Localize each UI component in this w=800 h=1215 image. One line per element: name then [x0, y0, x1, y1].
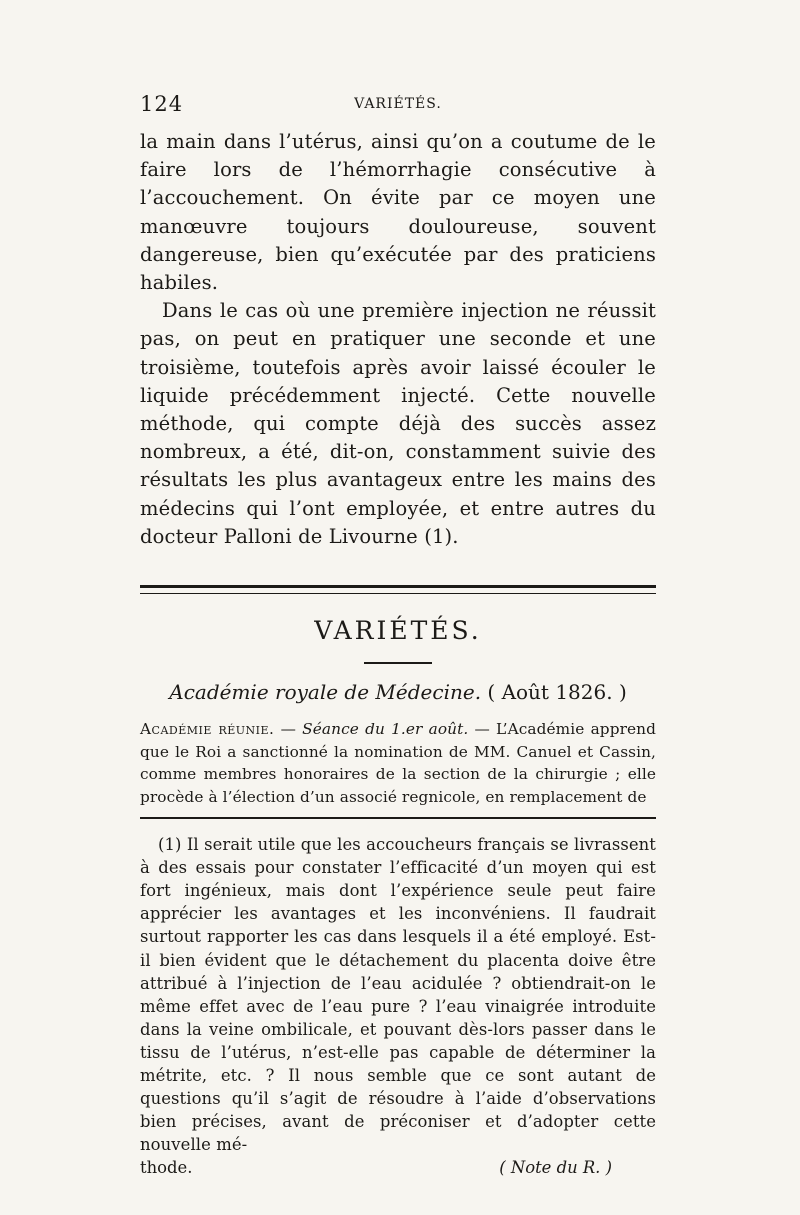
footnote-text: (1) Il serait utile que les accoucheurs français se livrassent à des essais pour constater l’efficacité d’un moyen qui est fort ingénieux, mais dont l’expérience seule peut faire apprécier les avantages et les inconvéniens. Il faudrait surtout rapporter les cas dans lesquels il a été employé. Est-il bien évident que le détachement du placenta doive être attribué à l’injection de l’eau acidulée ? obtiendrait-on le même effet avec de l’eau pure ? l’eau vinaigrée introduite dans la veine ombilicale, et pouvant dès-lors passer dans le tissu de l’utérus, n’est-elle pas capable de déterminer la métrite, etc. ? Il nous semble que ce sont autant de questions qu’il s’agit de résoudre à l’aide d’observations bien précises, avant de préconiser et d’adopter cette nouvelle mé-: [140, 835, 656, 1155]
running-head: [140, 92, 656, 128]
academy-text: — L’Académie apprend que le Roi a sanctionné la nomination de MM. Canuel et Cassin, comme membres honoraires de la section de la chirurgie ; elle procède à l’élection d’un associé regnicole, en remplacement de: [140, 720, 656, 806]
section-divider: [140, 585, 656, 594]
sub-heading: [140, 680, 656, 704]
sub-heading-title: Académie royale de Médecine.: [169, 680, 482, 705]
academy-label: Académie réunie.: [140, 720, 275, 739]
page: [140, 92, 656, 1179]
running-title: VARIÉTÉS.: [354, 96, 442, 112]
seance-label: Séance du 1.er août.: [302, 720, 469, 739]
body-text: [140, 128, 656, 551]
footnote-reference: (1).: [417, 524, 459, 548]
paragraph-injection: [140, 297, 656, 551]
academy-report: [140, 718, 656, 808]
heading-rule: [364, 662, 432, 664]
paragraph-injection-text: Dans le cas où une première injection ne réussit pas, on peut en pratiquer une seconde et une troisième, toutefois après avoir laissé écouler le liquide précédemment injecté. Cette nouvelle méthode, qui compte déjà des succès assez nombreux, a été, dit-on, constamment suivie des résultats les plus avantageux entre les mains des médecins qui l’ont employée, et entre autres du docteur Palloni de Livourne: [140, 299, 656, 548]
academy-paragraph: [140, 718, 656, 808]
footnote-last-word: thode.: [140, 1158, 193, 1178]
footnote-last-line: [140, 1156, 656, 1179]
sub-heading-date: ( Août 1826. ): [481, 680, 627, 705]
footnote-rule: [140, 817, 656, 819]
footnote-attribution: ( Note du R. ): [499, 1158, 612, 1178]
section-heading: VARIÉTÉS.: [314, 616, 482, 646]
page-number: 124: [140, 92, 184, 116]
academy-dash: —: [274, 720, 303, 739]
footnote: [140, 833, 656, 1179]
paragraph-continuation: la main dans l’utérus, ainsi qu’on a coutume de le faire lors de l’hémorrhagie consécutive à l’accouchement. On évite par ce moyen une manœuvre toujours douloureuse, souvent dangereuse, bien qu’exécutée par des praticiens habiles.: [140, 130, 656, 295]
